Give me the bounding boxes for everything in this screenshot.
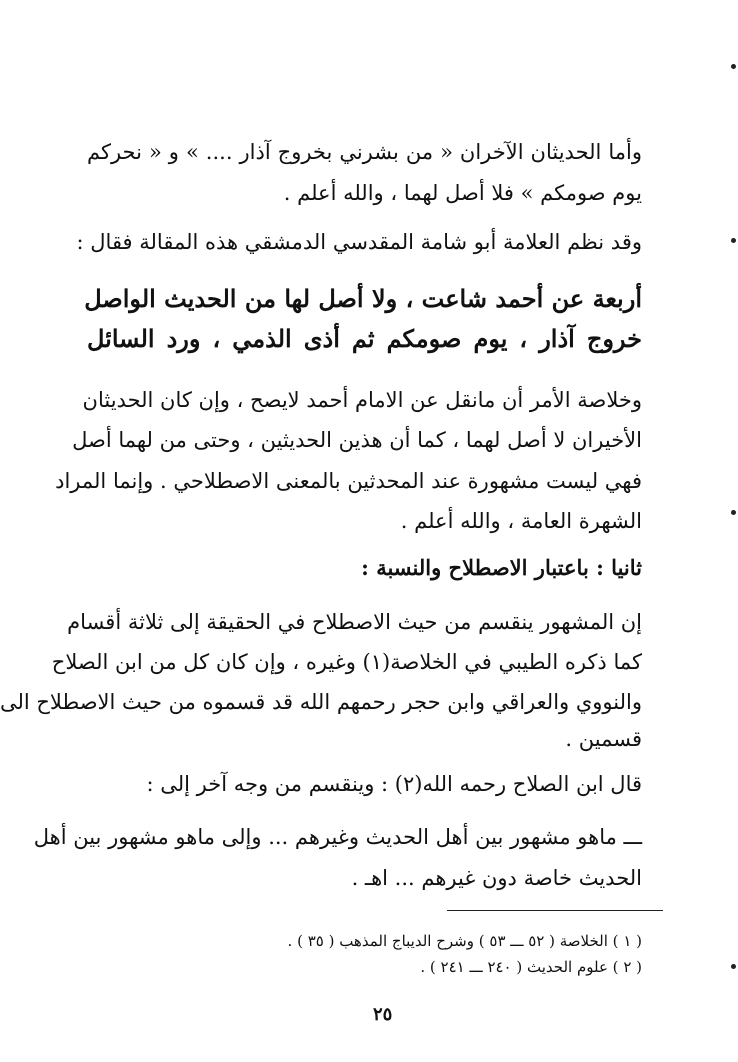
page-number: ٢٥ [373,1004,393,1025]
scan-edge-mark [731,64,736,69]
footnote-1: ( ١ ) الخلاصة ( ٥٢ ـــ ٥٣ ) وشرح الديباج المذهب ( ٣٥ ) . [287,932,642,950]
poem-line-2: خروج آذار ، يوم صومكم ثم أذى الذمي ، ورد السائل [87,324,642,353]
paragraph-1-line-2: يوم صومكم » فلا أصل لهما ، والله أعلم . [283,181,642,205]
footnote-separator [447,910,663,911]
paragraph-4-line-1: إن المشهور ينقسم من حيث الاصطلاح في الحقيقة إلى ثلاثة أقسام [67,610,642,634]
poem-line-1: أربعة عن أحمد شاعت ، ولا أصل لها من الحديث الواصل [84,284,642,313]
paragraph-6-line-1: ـــ ماهو مشهور بين أهل الحديث وغيرهم ... وإلى ماهو مشهور بين أهل [33,825,642,849]
paragraph-3-line-2: الأخيران لا أصل لهما ، كما أن هذين الحديثين ، وحتى من لهما أصل [72,428,642,452]
section-heading: ثانيا : باعتبار الاصطلاح والنسبة : [361,555,642,580]
paragraph-3-line-4: الشهرة العامة ، والله أعلم . [400,509,642,533]
scan-edge-mark [731,510,736,515]
paragraph-4-line-2: كما ذكره الطيبي في الخلاصة(١) وغيره ، وإن كان كل من ابن الصلاح [51,650,642,674]
paragraph-3-line-3: فهي ليست مشهورة عند المحدثين بالمعنى الاصطلاحي . وإنما المراد [55,469,642,493]
paragraph-2-line-1: وقد نظم العلامة أبو شامة المقدسي الدمشقي هذه المقالة فقال : [76,230,642,254]
paragraph-6-line-2: الحديث خاصة دون غيرهم ... اهـ . [351,866,642,890]
paragraph-3-line-1: وخلاصة الأمر أن مانقل عن الامام أحمد لايصح ، وإن كان الحديثان [82,388,642,412]
paragraph-1-line-1: وأما الحديثان الآخران « من بشرني بخروج آذار .... » و « نحركم [87,140,642,164]
scan-edge-mark [731,964,736,969]
paragraph-5-line-1: قال ابن الصلاح رحمه الله(٢) : وينقسم من وجه آخر إلى : [146,772,642,796]
footnote-2: ( ٢ ) علوم الحديث ( ٢٤٠ ـــ ٢٤١ ) . [420,958,642,976]
scan-edge-mark [731,238,736,243]
paragraph-4-line-3: والنووي والعراقي وابن حجر رحمهم الله قد قسموه من حيث الاصطلاح الى [0,690,642,714]
paragraph-4-line-4: قسمين . [565,727,642,751]
